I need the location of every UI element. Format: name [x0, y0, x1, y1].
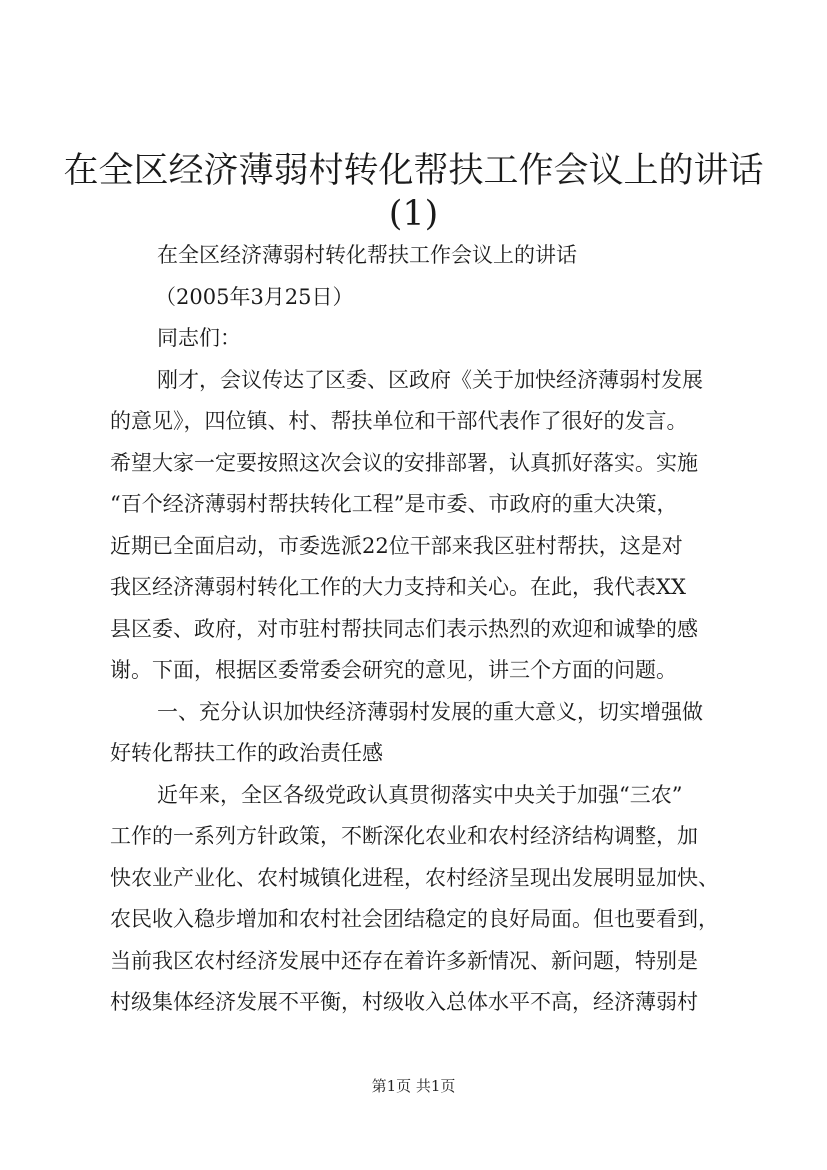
- body-line: 近期已全面启动，市委选派22位干部来我区驻村帮扶，这是对: [110, 534, 683, 558]
- body-line: 村级集体经济发展不平衡，村级收入总体水平不高，经济薄弱村: [110, 990, 698, 1014]
- document-title: 在全区经济薄弱村转化帮扶工作会议上的讲话: [63, 151, 764, 191]
- date-line: （2005年3月25日）: [155, 285, 354, 309]
- body-line: 当前我区农村经济发展中还存在着许多新情况、新问题，特别是: [110, 949, 698, 973]
- body-line: 工作的一系列方针政策，不断深化农业和农村经济结构调整，加: [110, 824, 698, 848]
- body-line: 的意见》，四位镇、村、帮扶单位和干部代表作了很好的发言。: [110, 409, 688, 433]
- document-title-number: (1): [388, 194, 439, 234]
- body-line: 我区经济薄弱村转化工作的大力支持和关心。在此，我代表XX: [110, 575, 686, 599]
- body-line: 农民收入稳步增加和农村社会团结稳定的良好局面。但也要看到，: [110, 907, 719, 931]
- body-line: 县区委、政府，对市驻村帮扶同志们表示热烈的欢迎和诚挚的感: [110, 617, 698, 641]
- section-heading-line: 好转化帮扶工作的政治责任感: [110, 741, 383, 765]
- body-line: 希望大家一定要按照这次会议的安排部署，认真抓好落实。实施: [110, 451, 698, 475]
- body-line: 刚才，会议传达了区委、区政府《关于加快经济薄弱村发展: [157, 368, 703, 392]
- subtitle-line: 在全区经济薄弱村转化帮扶工作会议上的讲话: [157, 243, 577, 267]
- section-heading-line: 一、充分认识加快经济薄弱村发展的重大意义，切实增强做: [157, 700, 703, 724]
- body-line: 快农业产业化、农村城镇化进程，农村经济呈现出发展明显加快、: [110, 866, 719, 890]
- body-line: 近年来，全区各级党政认真贯彻落实中央关于加强“三农”: [157, 783, 683, 807]
- salutation-line: 同志们：: [157, 326, 241, 350]
- page-footer: 第1页 共1页: [371, 1077, 456, 1095]
- body-line: 谢。下面，根据区委常委会研究的意见，讲三个方面的问题。: [110, 658, 677, 682]
- body-line: “百个经济薄弱村帮扶转化工程”是市委、市政府的重大决策，: [110, 492, 678, 516]
